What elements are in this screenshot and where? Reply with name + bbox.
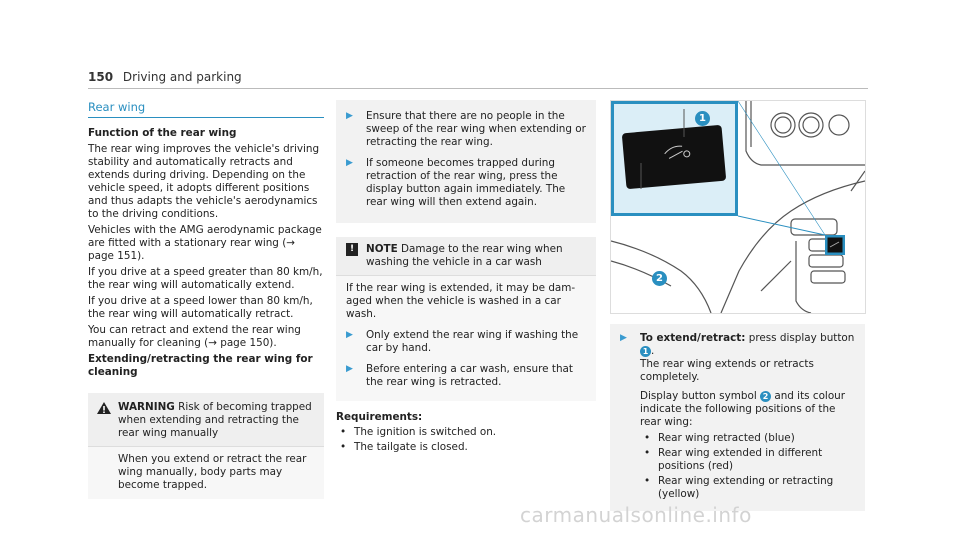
arrow-icon: ▶ — [346, 364, 353, 374]
amg-text: Vehicles with the AMG aerodynamic package are fitted with a stationary rear wing (→ page 151). — [88, 224, 322, 262]
list-item: • The ignition is switched on. — [340, 426, 497, 438]
step-item: ▶ Ensure that there are no people in the sweep of the rear wing when extending or retracting the rear wing. — [346, 110, 586, 148]
action-label: To extend/retract: — [640, 332, 746, 344]
note-head: Damage to the rear wing when washing the vehicle in a car wash — [366, 243, 563, 268]
warning-body: When you extend or retract the rear wing manually, body parts may become trapped. — [88, 446, 324, 499]
warning-steps — [336, 100, 596, 223]
warning-box — [88, 393, 324, 499]
dashboard-illustration — [610, 100, 866, 314]
callout-2: 2 — [652, 271, 667, 286]
function-text: The rear wing improves the vehicle's driving stability and automatically retracts and extends during driving. Depending on the vehicle speed, it adopts different positions and thus adapts the vehicle's aerodynamics to the driving conditions. — [88, 143, 320, 220]
arrow-icon: ▶ — [346, 330, 353, 340]
watermark: carmanualsonline.info — [520, 503, 752, 527]
below-80-text: If you drive at a speed lower than 80 km/h, the rear wing will automatically retract. — [88, 295, 313, 320]
note-box — [336, 237, 596, 401]
list-item: • Rear wing extending or retracting (yellow) — [644, 475, 834, 500]
column-left — [88, 100, 324, 499]
list-item: • The tailgate is closed. — [340, 441, 468, 453]
callout-1-ref: 1 — [640, 346, 651, 357]
symbol-text: Display button symbol 2 and its colour indicate the following positions of the rear wing: — [640, 390, 846, 428]
list-item: • Rear wing retracted (blue) — [644, 432, 795, 444]
note-text: If the rear wing is extended, it may be damaged when the vehicle is washed in a car wash. — [346, 282, 576, 320]
section-title: Rear wing — [88, 100, 146, 114]
manual-text: You can retract and extend the rear wing manually for cleaning (→ page 150). — [88, 324, 301, 349]
requirements — [336, 411, 596, 454]
column-middle — [336, 100, 596, 456]
instruction-panel — [610, 324, 865, 511]
arrow-icon: ▶ — [346, 111, 353, 121]
warning-icon — [96, 401, 112, 415]
section-name: Driving and parking — [122, 70, 242, 84]
requirements-heading: Requirements: — [336, 411, 423, 423]
section-divider — [88, 117, 324, 118]
callout-2-ref: 2 — [760, 391, 771, 402]
arrow-icon: ▶ — [346, 158, 353, 168]
page-header — [88, 70, 242, 84]
step-item: ▶ To extend/retract: press display button 1 . The rear wing extends or retracts completely. — [620, 332, 855, 383]
callout-1: 1 — [695, 111, 710, 126]
above-80-text: If you drive at a speed greater than 80 km/h, the rear wing will automatically extend. — [88, 266, 323, 291]
step-item: ▶ Before entering a car wash, ensure that the rear wing is retracted. — [346, 363, 573, 388]
function-heading: Function of the rear wing — [88, 127, 237, 139]
warning-head: Risk of becoming trapped when extending and retracting the rear wing manually — [118, 401, 312, 439]
arrow-icon: ▶ — [620, 333, 627, 343]
column-right — [610, 100, 865, 511]
cleaning-heading: Extending/retracting the rear wing for cleaning — [88, 353, 313, 378]
list-item: • Rear wing extended in different positions (red) — [644, 447, 823, 472]
warning-label: WARNING — [118, 401, 175, 413]
step-item: ▶ If someone becomes trapped during retraction of the rear wing, press the display button again immediately. The rear wing will then extend again. — [346, 157, 566, 208]
page-number: 150 — [88, 70, 114, 84]
header-divider — [88, 88, 868, 89]
dashboard-drawing — [611, 101, 865, 313]
step-item: ▶ Only extend the rear wing if washing the car by hand. — [346, 329, 579, 354]
note-label: NOTE — [366, 243, 398, 255]
action-result: The rear wing extends or retracts completely. — [640, 358, 814, 383]
note-icon: ! — [346, 243, 358, 256]
